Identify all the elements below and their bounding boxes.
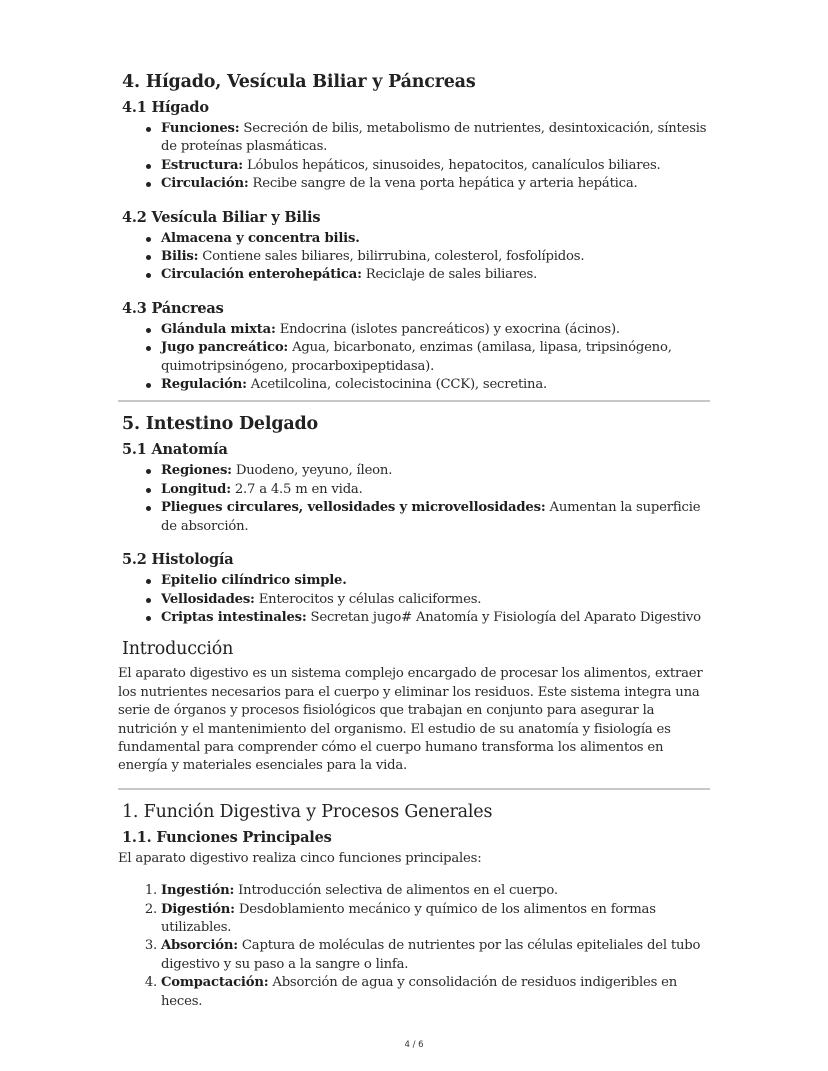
item-text: Contiene sales biliares, bilirrubina, colesterol, fosfolípidos. — [198, 249, 585, 265]
list-item — [161, 462, 710, 480]
item-label: Regiones: — [161, 463, 232, 479]
list-item — [161, 266, 710, 284]
list-item — [161, 376, 710, 394]
bullet-list — [118, 321, 710, 395]
item-label: Digestión: — [161, 901, 235, 917]
list-item — [161, 321, 710, 339]
document-page — [118, 70, 710, 1025]
item-label: Glándula mixta: — [161, 321, 276, 337]
subsection-heading: 4.2 Vesícula Biliar y Bilis — [122, 208, 321, 226]
section-heading: 5. Intestino Delgado — [122, 414, 319, 435]
item-label: Vellosidades: — [161, 591, 255, 607]
item-label: Criptas intestinales: — [161, 609, 307, 625]
item-text: Recibe sangre de la vena porta hepática y arteria hepática. — [248, 176, 638, 192]
item-text: Secretan jugo# Anatomía y Fisiología del Aparato Digestivo — [306, 609, 701, 625]
item-text: Captura de moléculas de nutrientes por las células epiteliales del tubo digestivo y su paso a la sangre o linfa. — [161, 938, 701, 972]
item-label: Circulación: — [161, 176, 249, 192]
item-text: Desdoblamiento mecánico y químico de los alimentos en formas utilizables. — [161, 901, 656, 935]
item-label: Longitud: — [161, 481, 231, 497]
list-item — [161, 609, 710, 627]
list-item — [161, 572, 710, 590]
list-item — [161, 499, 710, 536]
list-item — [161, 901, 710, 938]
section-heading: 1. Función Digestiva y Procesos Generales — [122, 801, 493, 822]
bullet-list — [118, 230, 710, 285]
item-text: Agua, bicarbonato, enzimas (amilasa, lipasa, tripsinógeno, quimotripsinógeno, procarboxipeptidasa). — [161, 340, 672, 374]
list-item — [161, 339, 710, 376]
item-text: Endocrina (islotes pancreáticos) y exocrina (ácinos). — [275, 321, 620, 337]
item-text: 2.7 a 4.5 m en vida. — [230, 481, 363, 497]
item-label: Almacena y concentra bilis. — [161, 230, 360, 246]
item-text: Enterocitos y células caliciformes. — [254, 591, 482, 607]
item-label: Epitelio cilíndrico simple. — [161, 573, 347, 589]
item-text: Introducción selectiva de alimentos en el cuerpo. — [234, 883, 558, 899]
item-label: Ingestión: — [161, 883, 235, 899]
item-label: Absorción: — [161, 938, 238, 954]
list-item — [161, 974, 710, 1011]
list-item — [161, 157, 710, 175]
list-item — [161, 481, 710, 499]
item-text: Secreción de bilis, metabolismo de nutrientes, desintoxicación, síntesis de proteínas plasmáticas. — [161, 121, 707, 155]
intro-heading: Introducción — [122, 639, 234, 660]
subsection-heading: 4.1 Hígado — [122, 99, 209, 116]
subsection-heading: 1.1. Funciones Principales — [122, 828, 332, 846]
list-item — [161, 937, 710, 974]
divider — [118, 400, 710, 402]
item-text: Duodeno, yeyuno, íleon. — [231, 463, 393, 479]
item-label: Bilis: — [161, 249, 199, 265]
list-item — [161, 591, 710, 609]
item-label: Funciones: — [161, 121, 240, 136]
item-label: Compactación: — [161, 975, 269, 991]
numbered-list — [118, 882, 710, 1011]
subsection-heading: 5.2 Histología — [122, 551, 234, 569]
bullet-list — [118, 572, 710, 627]
item-text: Reciclaje de sales biliares. — [361, 267, 538, 283]
item-text: Acetilcolina, colecistocinina (CCK), secretina. — [246, 377, 548, 393]
item-text: Aumentan la superficie de absorción. — [161, 500, 701, 534]
item-label: Regulación: — [161, 377, 247, 393]
divider — [118, 788, 710, 790]
bullet-list — [118, 120, 710, 194]
list-item — [161, 120, 710, 157]
item-label: Pliegues circulares, vellosidades y microvellosidades: — [161, 500, 546, 516]
list-item — [161, 230, 710, 248]
list-item — [161, 175, 710, 193]
subsection-heading: 4.3 Páncreas — [122, 299, 224, 317]
subsection-heading: 5.1 Anatomía — [122, 441, 228, 459]
item-label: Estructura: — [161, 157, 243, 173]
page-number: 4 / 6 — [404, 1040, 424, 1050]
section-heading: 4. Hígado, Vesícula Biliar y Páncreas — [122, 72, 476, 92]
item-text: Absorción de agua y consolidación de residuos indigeribles en heces. — [161, 975, 678, 1009]
item-label: Circulación enterohepática: — [161, 267, 362, 283]
bullet-list — [118, 462, 710, 536]
list-item — [161, 882, 710, 900]
item-text: Lóbulos hepáticos, sinusoides, hepatocitos, canalículos biliares. — [242, 157, 661, 173]
paragraph: El aparato digestivo realiza cinco funciones principales: — [118, 850, 482, 866]
intro-paragraph: El aparato digestivo es un sistema complejo encargado de procesar los alimentos, extraer los nutrientes necesarios para el cuerpo y eliminar los residuos. Este sistema integra una serie de órganos y procesos fisiológicos que trabajan en conjunto para asegurar la nutrición y el mantenimiento del organismo. El estudio de su anatomía y fisiología es fundamental para comprender cómo el cuerpo humano transforma los alimentos en energía y materiales esenciales para la vida. — [118, 666, 703, 774]
item-label: Jugo pancreático: — [161, 340, 289, 356]
list-item — [161, 248, 710, 266]
